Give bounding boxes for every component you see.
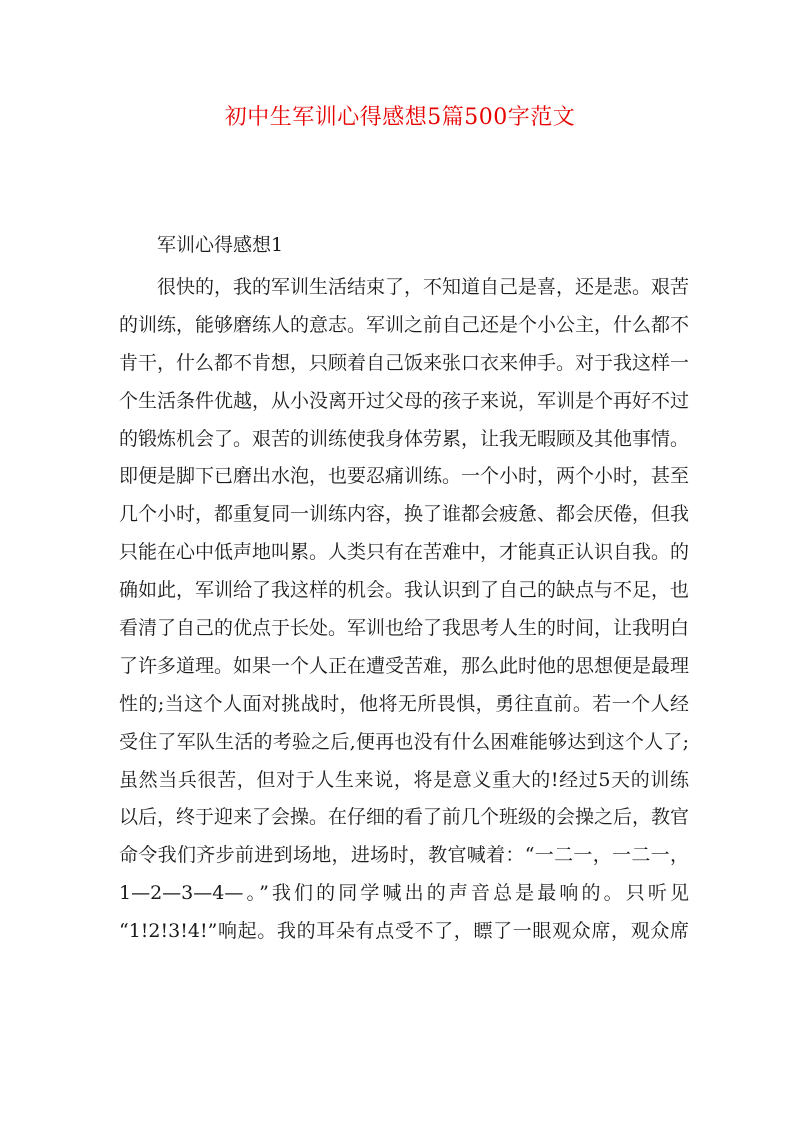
paragraph-line: 以后，终于迎来了会操。在仔细的看了前几个班级的会操之后，教官: [119, 806, 690, 829]
paragraph-line: “1!2!3!4!”响起。我的耳朵有点受不了，瞟了一眼观众席，观众席: [119, 920, 689, 943]
document-title: 初中生军训心得感想5篇500字范文: [224, 105, 576, 130]
paragraph-line: 的训练，能够磨练人的意志。军训之前自己还是个小公主，什么都不: [119, 313, 690, 336]
paragraph-line: 肯干，什么都不肯想，只顾着自己饭来张口衣来伸手。对于我这样一: [119, 351, 690, 374]
paragraph-line: 看清了自己的优点于长处。军训也给了我思考人生的时间，让我明白: [119, 617, 690, 640]
paragraph-line: 受住了军队生活的考验之后,便再也没有什么困难能够达到这个人了;: [119, 730, 689, 753]
paragraph-line: 只能在心中低声地叫累。人类只有在苦难中，才能真正认识自我。的: [119, 541, 690, 564]
section-heading: 军训心得感想1: [157, 234, 284, 256]
paragraph-line: 命令我们齐步前进到场地，进场时，教官喊着：“一二一，一二一，: [119, 844, 689, 867]
paragraph-line: 很快的，我的军训生活结束了，不知道自己是喜，还是悲。艰苦: [157, 276, 690, 298]
paragraph-line: 即便是脚下已磨出水泡，也要忍痛训练。一个小时，两个小时，甚至: [119, 465, 690, 488]
paragraph-line: 几个小时，都重复同一训练内容，换了谁都会疲惫、都会厌倦，但我: [119, 503, 690, 526]
paragraph-line: 虽然当兵很苦，但对于人生来说，将是意义重大的!经过5天的训练: [119, 768, 689, 791]
paragraph-line: 的锻炼机会了。艰苦的训练使我身体劳累，让我无暇顾及其他事情。: [119, 427, 690, 450]
paragraph-line: 了许多道理。如果一个人正在遭受苦难，那么此时他的思想便是最理: [119, 654, 690, 677]
paragraph-line: 确如此，军训给了我这样的机会。我认识到了自己的缺点与不足，也: [119, 579, 690, 602]
paragraph-line: 1—2—3—4—。”我们的同学喊出的声音总是最响的。只听见: [119, 882, 689, 905]
paragraph-line: 性的;当这个人面对挑战时，他将无所畏惧，勇往直前。若一个人经: [119, 692, 689, 715]
paragraph-line: 个生活条件优越，从小没离开过父母的孩子来说，军训是个再好不过: [119, 389, 690, 412]
body-paragraph: [119, 269, 689, 951]
